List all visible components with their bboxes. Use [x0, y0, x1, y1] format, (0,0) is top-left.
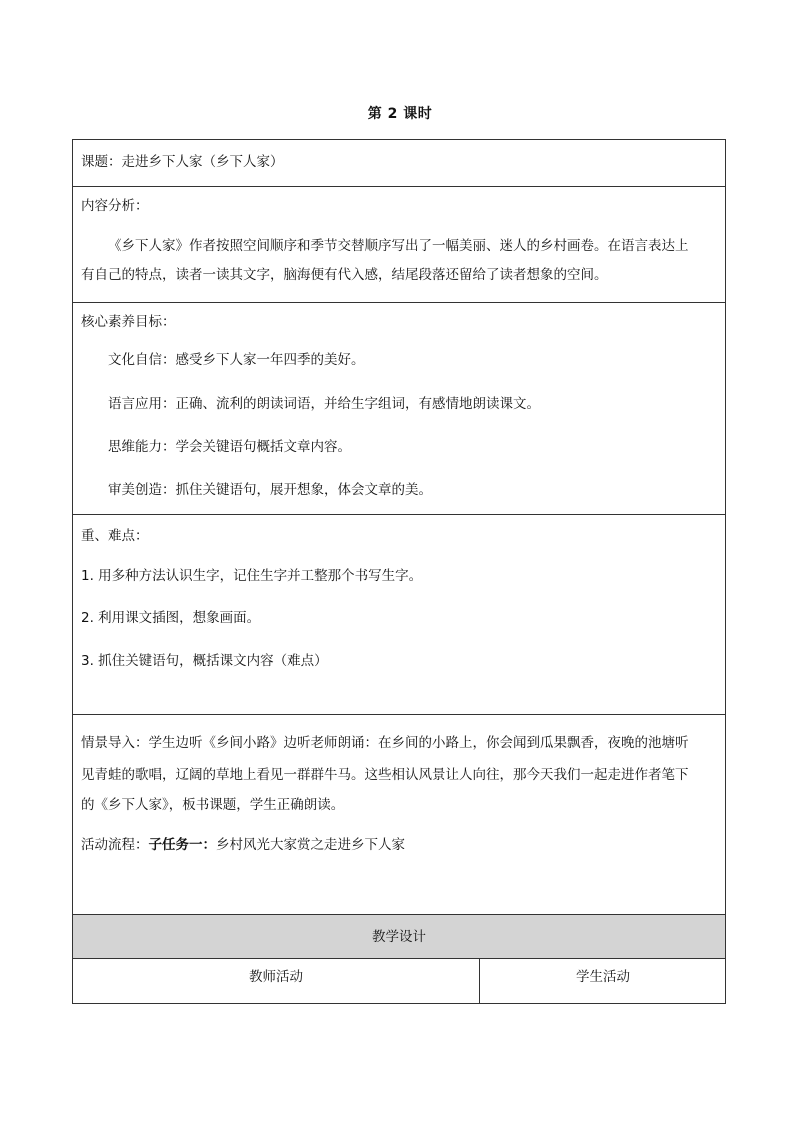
- topic-text: 课题：走进乡下人家（乡下人家）: [81, 154, 284, 170]
- intro-line-2: 见青蛙的歌唱，辽阔的草地上看见一群群牛马。这些相认风景让人向往，那今天我们一起走进作者笔下: [81, 767, 689, 783]
- goal-item: 文化自信：感受乡下人家一年四季的美好。: [108, 352, 365, 368]
- analysis-line-1: 《乡下人家》作者按照空间顺序和季节交替顺序写出了一幅美丽、迷人的乡村画卷。在语言表达上: [108, 238, 689, 254]
- student-activity-header: 学生活动: [576, 969, 630, 985]
- goals-row: [72, 302, 726, 515]
- intro-line-1: 情景导入：学生边听《乡间小路》边听老师朗诵：在乡间的小路上，你会闻到瓜果飘香，夜晚的池塘听: [81, 735, 689, 751]
- design-columns-row: [72, 958, 726, 1004]
- goal-item: 审美创造：抓住关键语句，展开想象，体会文章的美。: [108, 482, 432, 498]
- intro-line-3: 的《乡下人家》，板书课题，学生正确朗读。: [81, 797, 345, 813]
- key-point-item: 3. 抓住关键语句，概括课文内容（难点）: [81, 653, 328, 669]
- intro-row: [72, 714, 726, 915]
- topic-row: [72, 139, 726, 187]
- activity-label: 活动流程：: [81, 837, 149, 853]
- key-point-item: 2. 利用课文插图，想象画面。: [81, 610, 261, 626]
- goal-item: 思维能力：学会关键语句概括文章内容。: [108, 439, 351, 455]
- analysis-heading: 内容分析：: [81, 198, 149, 214]
- design-header-row: [72, 914, 726, 959]
- key-points-heading: 重、难点：: [81, 528, 149, 544]
- activity-task: 子任务一：: [148, 837, 216, 853]
- analysis-line-2: 有自己的特点，读者一读其文字，脑海便有代入感，结尾段落还留给了读者想象的空间。: [81, 267, 608, 283]
- activity-text: 乡村风光大家赏之走进乡下人家: [216, 837, 405, 853]
- activity-line: [81, 836, 405, 854]
- design-header: 教学设计: [372, 929, 426, 945]
- key-point-item: 1. 用多种方法认识生字，记住生字并工整那个书写生字。: [81, 568, 423, 584]
- analysis-row: [72, 186, 726, 303]
- page-title: 第 2 课时: [367, 106, 433, 122]
- goal-item: 语言应用：正确、流利的朗读词语，并给生字组词，有感情地朗读课文。: [108, 396, 540, 412]
- teacher-activity-header: 教师活动: [249, 969, 303, 985]
- goals-heading: 核心素养目标：: [81, 314, 176, 330]
- key-points-row: [72, 514, 726, 715]
